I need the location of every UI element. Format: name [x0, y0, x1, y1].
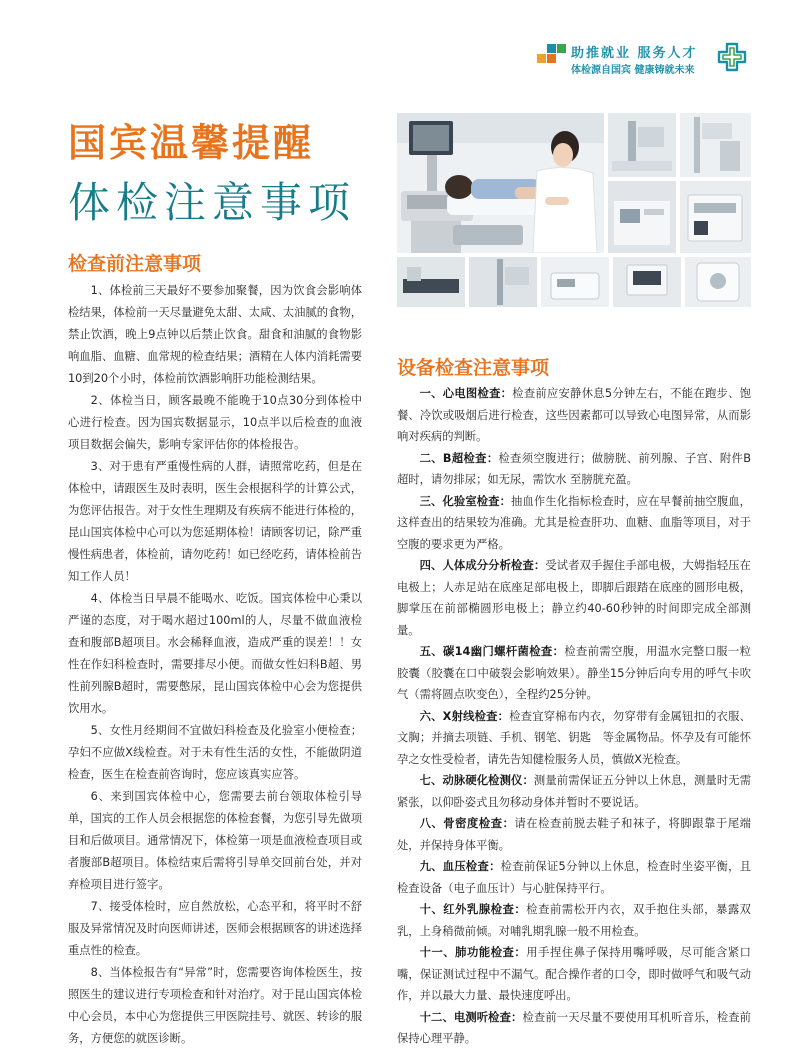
- logo-square-icon: [537, 54, 546, 63]
- xray-room-photo: [608, 113, 676, 177]
- ultrasound-exam-photo: [397, 113, 604, 253]
- equipment-note-label: 三、化验室检查：: [419, 494, 512, 508]
- note-item: 5、女性月经期间不宜做妇科检查及化验室小便检查；孕妇不应做X线检查。对于未有性生活的女性，不能做阴道检查，医生在检查前咨询时，您应该真实应答。: [68, 724, 362, 781]
- analyzer-photo: [680, 181, 751, 253]
- equipment-note-text: 检查前保证5分钟以上休息，检查时坐姿平衡，且检查设备（电子血压计）与心脏保持平行。: [397, 860, 751, 895]
- equipment-note-label: 一、心电图检查：: [419, 387, 513, 400]
- logo-square-icon: [547, 54, 556, 63]
- equipment-note-item: [397, 448, 751, 491]
- equipment-note-text: 用手捏住鼻子保持用嘴呼吸，尽可能含紧口嘴，保证测试过程中不漏气。配合操作者的口令，即时做呼气和吸气动作，并以最大力量、最快速度呼出。: [397, 946, 751, 1002]
- brand-logo: [535, 40, 750, 80]
- note-item: 3、对于患有严重慢性病的人群，请照常吃药，但是在体检中，请跟医生及时表明，医生会根据科学的计算公式，为您评估报告。对于女性生理期及有疾病不能进行体检的，昆山国宾体检中心可以为您延期体检！请顾客切记，除严重慢性病患者，体检前，请勿吃药！如已经吃药，请体检前告知工作人员！: [68, 460, 362, 583]
- medical-equipment-photo-collage: [397, 113, 751, 307]
- before-exam-heading: 检查前注意事项: [68, 253, 202, 275]
- equipment-note-text: 受试者双手握住手部电极，大姆指轻压在电极上；人赤足站在底座足部电极上，即脚后跟踏在底座的圆形电极，脚掌压在前部椭圆形电极上；静立约40-60秒钟的时间即完成全部测量。: [397, 559, 751, 637]
- equipment-note-text: 检查须空腹进行；做膀胱、前列腺、子宫、附件B超时，请勿排尿；如无尿，需饮水 至膀胱充盈。: [397, 451, 751, 486]
- equipment-note-item: [397, 555, 751, 641]
- equipment-note-text: 检查前需空腹，用温水完整口服一粒胶囊（胶囊在口中破裂会影响效果）。静坐15分钟后向专用的呼气卡吹气（需将圆点吹变色），全程约25分钟。: [397, 645, 751, 701]
- scanner-photo: [541, 257, 609, 307]
- equipment-exam-heading: 设备检查注意事项: [397, 357, 550, 379]
- equipment-note-text: 测量前需保证五分钟以上休息，测量时无需紧张，以仰卧姿式且勿移动身体并暂时不要说话。: [397, 774, 751, 809]
- equipment-exam-notes: [397, 383, 751, 1050]
- note-item: 2、体检当日，顾客最晚不能晚于10点30分到体检中心进行检查。因为国宾数据显示，10点半以后检查的血液项目数据会偏失，影响专家评估你的体检报告。: [68, 394, 362, 451]
- equipment-note-text: 检查前一天尽量不要使用耳机听音乐，检查前保持心理平静。: [397, 1010, 751, 1045]
- monitor-photo: [613, 257, 681, 307]
- equipment-note-text: 请在检查前脱去鞋子和袜子，将脚跟靠于尾端处，并保持身体平衡。: [397, 817, 751, 852]
- note-item: 6、来到国宾体检中心，您需要去前台领取体检引导单，国宾的工作人员会根据您的体检套餐，为您引导先做项目和后做项目。通常情况下，体检第一项是血液检查项目或者腹部B超项目。体检结束后需将引导单交回前台处，并对弃检项目进行签字。: [68, 790, 362, 891]
- medical-cross-icon: [717, 42, 747, 72]
- equipment-note-label: 七、动脉硬化检测仪：: [419, 774, 534, 787]
- equipment-note-item: [397, 1007, 751, 1050]
- equipment-note-item: [397, 899, 751, 942]
- equipment-note-label: 二、B超检查：: [419, 451, 499, 465]
- equipment-note-label: 九、血压检查：: [419, 860, 501, 873]
- equipment-note-label: 十一、肺功能检查：: [419, 946, 527, 959]
- bone-density-photo: [397, 257, 465, 307]
- logo-square-icon: [547, 44, 556, 53]
- equipment-note-text: 检查前应安静休息5分钟左右，不能在跑步、饱餐、冷饮或吸烟后进行检查，这些因素都可以导致心电图异常，从而影响对疾病的判断。: [397, 387, 751, 443]
- equipment-note-text: 检查宜穿棉布内衣，勿穿带有金属钮扣的衣服、文胸；并摘去项链、手机、钢笔、钥匙 等金属物品。怀孕及有可能怀孕之女性受检者，请先告知健检服务人员，慎做X光检查。: [397, 709, 751, 766]
- equipment-note-item: [397, 813, 751, 856]
- logo-slogan-main: 助推就业 服务人才: [571, 46, 698, 61]
- page-title: 国宾温馨提醒: [68, 121, 315, 165]
- note-item: 4、体检当日早晨不能喝水、吃饭。国宾体检中心秉以严谨的态度，对于喝水超过100ml的人，尽量不做血液检查和腹部B超项目。水会稀释血液，造成严重的误差！！女性在作妇科检查时，需要排尽小便。而做女性妇科B超、男性前列腺B超时，需要憋尿，昆山国宾体检中心会为您提供饮用水。: [68, 592, 362, 715]
- equipment-note-item: [397, 706, 751, 771]
- radiology-photo: [469, 257, 537, 307]
- equipment-note-label: 四、人体成分分析检查：: [419, 559, 546, 572]
- equipment-note-label: 五、碳14幽门螺杆菌检查：: [419, 645, 565, 658]
- equipment-note-text: 抽血作生化指标检查时，应在早餐前抽空腹血，这样查出的结果较为准确。尤其是检查肝功、血糖、血脂等项目，对于空腹的要求更为严格。: [397, 494, 751, 551]
- before-exam-notes: [68, 280, 362, 1050]
- equipment-note-item: [397, 942, 751, 1007]
- logo-slogan-sub: 体检源自国宾 健康铸就未来: [571, 65, 695, 76]
- logo-square-icon: [557, 44, 566, 53]
- equipment-note-item: [397, 491, 751, 556]
- page-subtitle: 体检注意事项: [68, 178, 357, 227]
- equipment-note-item: [397, 770, 751, 813]
- equipment-note-item: [397, 641, 751, 706]
- equipment-note-label: 十二、电测听检查：: [419, 1010, 523, 1024]
- lab-equipment-photo: [608, 181, 676, 253]
- equipment-note-label: 八、骨密度检查：: [419, 817, 515, 830]
- equipment-note-label: 十、红外乳腺检查：: [419, 903, 527, 916]
- xray-machine-photo: [680, 113, 751, 177]
- equipment-note-item: [397, 856, 751, 899]
- note-item: 7、接受体检时，应自然放松，心态平和，将平时不舒服及异常情况及时向医师讲述，医师会根据顾客的讲述选择重点性的检查。: [68, 900, 362, 957]
- note-item: 8、当体检报告有“异常”时，您需要咨询体检医生，按照医生的建议进行专项检查和针对治疗。对于昆山国宾体检中心会员，本中心为您提供三甲医院挂号、就医、转诊的服务，方便您的就医诊断。: [68, 966, 362, 1045]
- equipment-note-text: 检查前需松开内衣，双手抱住头部，暴露双乳，上身稍微前倾。对哺乳期乳腺一般不用检查。: [397, 903, 751, 938]
- equipment-note-label: 六、X射线检查：: [419, 709, 510, 723]
- note-item: 1、体检前三天最好不要参加聚餐，因为饮食会影响体检结果，体检前一天尽量避免太甜、太咸、太油腻的食物，禁止饮酒，晚上9点钟以后禁止饮食。甜食和油腻的食物影响血脂、血糖、血常规的检查结果；酒精在人体内消耗需要10到20个小时，体检前饮酒影响肝功能检测结果。: [68, 284, 362, 385]
- diagnostic-device-photo: [685, 257, 751, 307]
- equipment-note-item: [397, 383, 751, 448]
